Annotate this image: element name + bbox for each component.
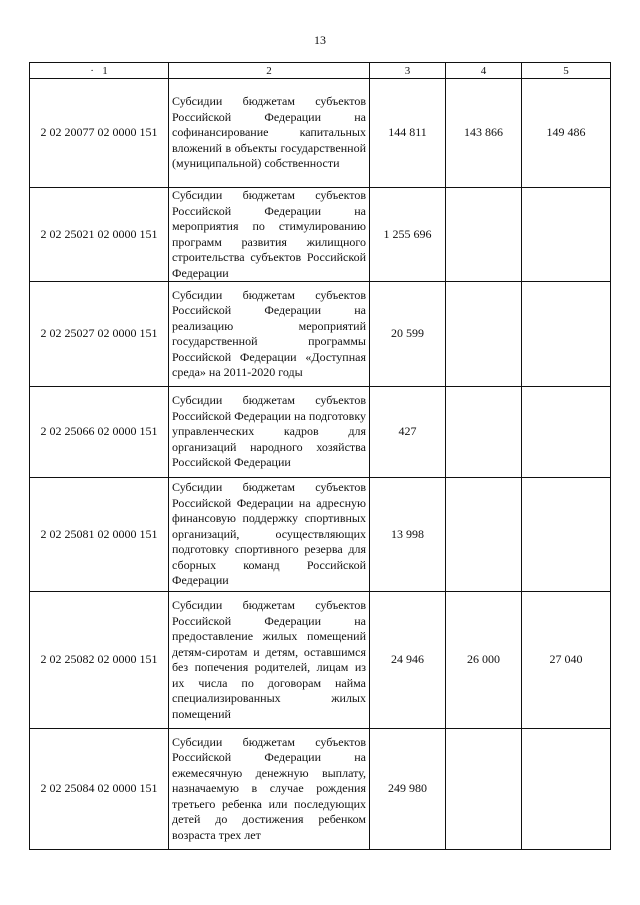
subsidy-name: Субсидии бюджетам субъектов Российской Федерации на подготовку управленческих кадров для организаций народного хозяйства Российской Федерации (169, 387, 370, 478)
budget-code: 2 02 25081 02 0000 151 (30, 478, 169, 592)
amount-col-5 (522, 729, 611, 850)
budget-code: 2 02 25027 02 0000 151 (30, 282, 169, 387)
amount-col-5: 149 486 (522, 79, 611, 188)
column-header-5: 5 (522, 63, 611, 79)
column-header-2: 2 (169, 63, 370, 79)
table-row (30, 188, 611, 282)
table-row (30, 592, 611, 729)
column-header-3: 3 (370, 63, 446, 79)
amount-col-4: 26 000 (446, 592, 522, 729)
amount-col-3: 144 811 (370, 79, 446, 188)
table-row (30, 282, 611, 387)
amount-col-5 (522, 387, 611, 478)
budget-table (29, 62, 611, 850)
subsidy-name: Субсидии бюджетам субъектов Российской Федерации на ежемесячную денежную выплату, назначаемую в случае рождения третьего ребенка или последующих детей до достижения ребенком возраста трех лет (169, 729, 370, 850)
budget-code: 2 02 25066 02 0000 151 (30, 387, 169, 478)
amount-col-5 (522, 188, 611, 282)
subsidy-name: Субсидии бюджетам субъектов Российской Федерации на реализацию мероприятий государственной программы Российской Федерации «Доступная среда» на 2011-2020 годы (169, 282, 370, 387)
budget-code: 2 02 25021 02 0000 151 (30, 188, 169, 282)
amount-col-4 (446, 729, 522, 850)
budget-code: 2 02 20077 02 0000 151 (30, 79, 169, 188)
amount-col-4 (446, 387, 522, 478)
table-row (30, 478, 611, 592)
amount-col-3: 13 998 (370, 478, 446, 592)
subsidy-name: Субсидии бюджетам субъектов Российской Федерации на мероприятия по стимулированию программ развития жилищного строительства субъектов Российской Федерации (169, 188, 370, 282)
amount-col-4 (446, 478, 522, 592)
amount-col-3: 249 980 (370, 729, 446, 850)
table-row (30, 79, 611, 188)
table-header-row (30, 63, 611, 79)
subsidy-name: Субсидии бюджетам субъектов Российской Федерации на адресную финансовую поддержку спортивных организаций, осуществляющих подготовку спортивного резерва для сборных команд Российской Федерации (169, 478, 370, 592)
column-header-1: · 1 (30, 63, 169, 79)
table-row (30, 729, 611, 850)
budget-code: 2 02 25082 02 0000 151 (30, 592, 169, 729)
amount-col-5 (522, 282, 611, 387)
amount-col-4 (446, 282, 522, 387)
column-header-4: 4 (446, 63, 522, 79)
amount-col-5 (522, 478, 611, 592)
amount-col-3: 20 599 (370, 282, 446, 387)
amount-col-4: 143 866 (446, 79, 522, 188)
table-row (30, 387, 611, 478)
subsidy-name: Субсидии бюджетам субъектов Российской Федерации на софинансирование капитальных вложений в объекты государственной (муниципальной) собственности (169, 79, 370, 188)
amount-col-4 (446, 188, 522, 282)
budget-code: 2 02 25084 02 0000 151 (30, 729, 169, 850)
amount-col-3: 427 (370, 387, 446, 478)
amount-col-3: 1 255 696 (370, 188, 446, 282)
amount-col-5: 27 040 (522, 592, 611, 729)
page-number: 13 (314, 33, 326, 47)
amount-col-3: 24 946 (370, 592, 446, 729)
subsidy-name: Субсидии бюджетам субъектов Российской Федерации на предоставление жилых помещений детям-сиротам и детям, оставшимся без попечения родителей, лицам из их числа по договорам найма специализированных жилых помещений (169, 592, 370, 729)
